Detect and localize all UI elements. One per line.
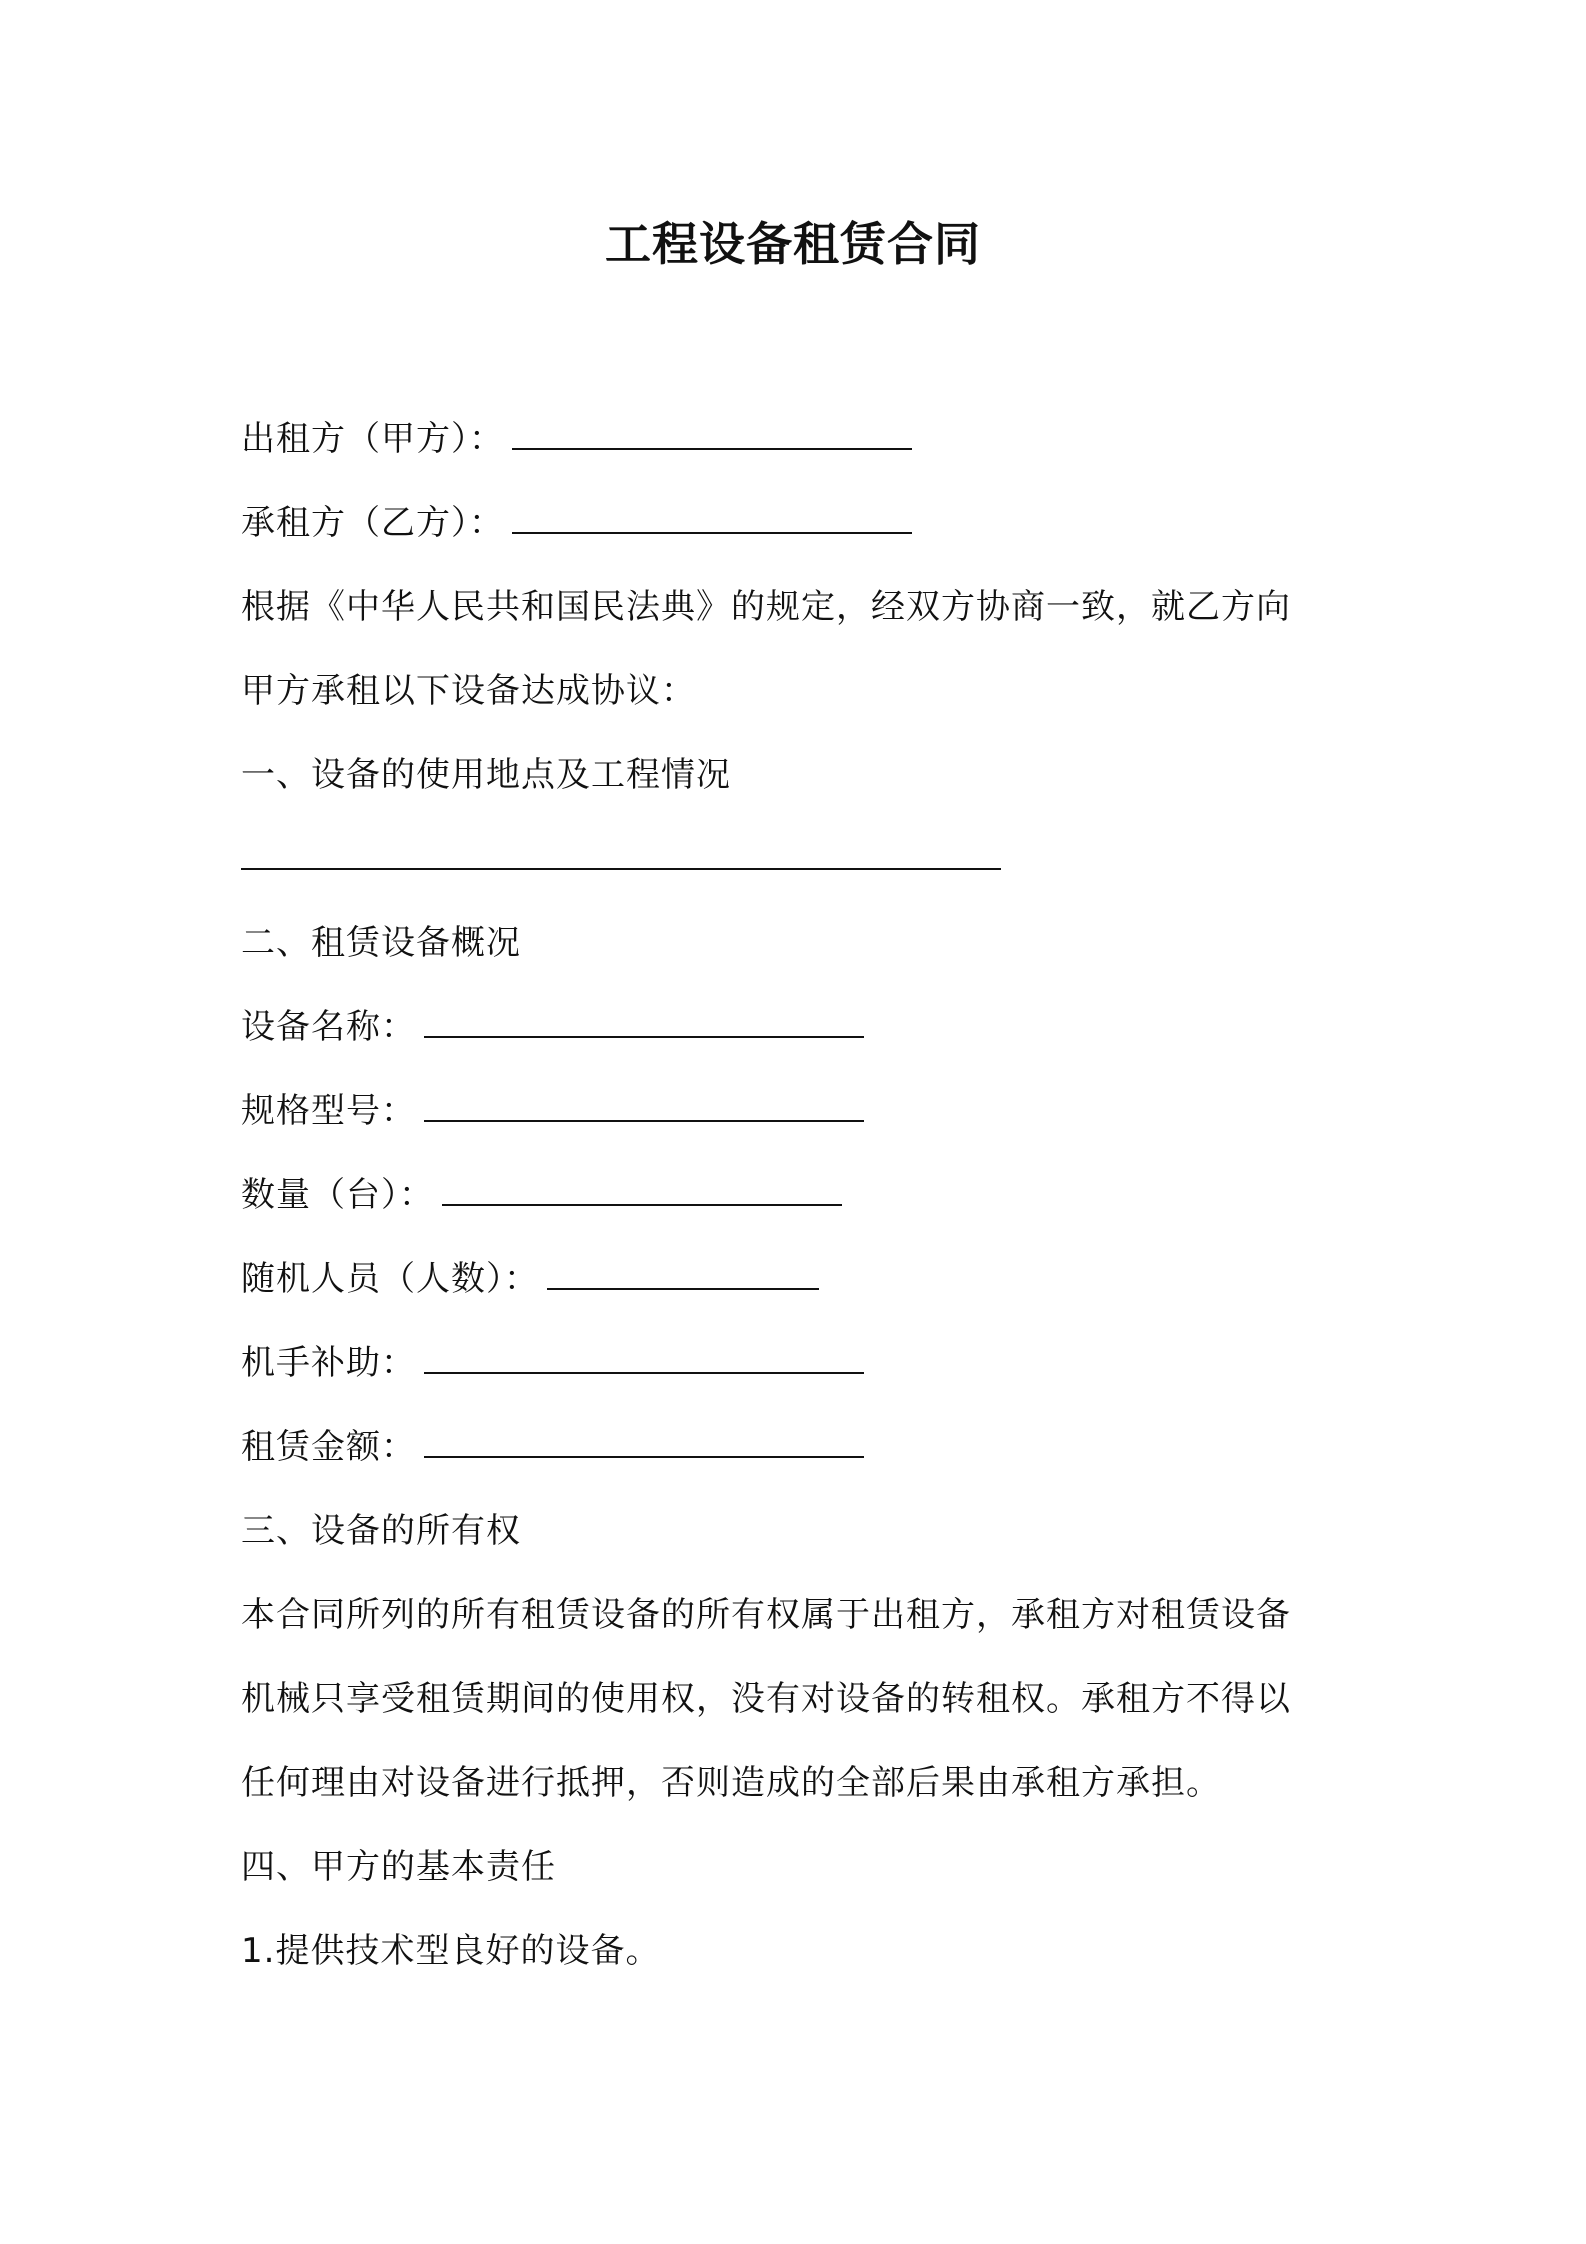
location-blank-field[interactable]	[241, 834, 1001, 870]
lessee-label: 承租方（乙方）：	[241, 503, 504, 543]
model-label: 规格型号：	[241, 1091, 416, 1131]
model-line	[241, 1086, 864, 1136]
rent-amount-blank-field[interactable]	[424, 1422, 864, 1458]
quantity-label: 数量（台）：	[241, 1175, 434, 1215]
equipment-name-blank-field[interactable]	[424, 1002, 864, 1038]
operator-subsidy-label: 机手补助：	[241, 1343, 416, 1383]
intro-text-line1: 根据《中华人民共和国民法典》的规定，经双方协商一致，就乙方向	[241, 587, 1291, 627]
section3-heading: 三、设备的所有权	[241, 1511, 521, 1551]
lessee-line	[241, 498, 912, 548]
staff-line	[241, 1254, 819, 1304]
section3-text-line1: 本合同所列的所有租赁设备的所有权属于出租方，承租方对租赁设备	[241, 1595, 1291, 1635]
lessor-line	[241, 414, 912, 464]
operator-subsidy-blank-field[interactable]	[424, 1338, 864, 1374]
lessor-blank-field[interactable]	[512, 414, 912, 450]
section1-heading: 一、设备的使用地点及工程情况	[241, 755, 731, 795]
lessee-blank-field[interactable]	[512, 498, 912, 534]
model-blank-field[interactable]	[424, 1086, 864, 1122]
lessor-label: 出租方（甲方）：	[241, 419, 504, 459]
intro-text-line2: 甲方承租以下设备达成协议：	[241, 671, 696, 711]
rent-amount-line	[241, 1422, 864, 1472]
equipment-name-line	[241, 1002, 864, 1052]
document-title: 工程设备租赁合同	[605, 217, 981, 271]
rent-amount-label: 租赁金额：	[241, 1427, 416, 1467]
section4-item1: 1.提供技术型良好的设备。	[241, 1931, 661, 1971]
operator-subsidy-line	[241, 1338, 864, 1388]
section2-heading: 二、租赁设备概况	[241, 923, 521, 963]
quantity-line	[241, 1170, 842, 1220]
location-line	[241, 834, 1001, 884]
section3-text-line2: 机械只享受租赁期间的使用权，没有对设备的转租权。承租方不得以	[241, 1679, 1291, 1719]
staff-label: 随机人员（人数）：	[241, 1259, 539, 1299]
section4-heading: 四、甲方的基本责任	[241, 1847, 556, 1887]
staff-blank-field[interactable]	[547, 1254, 819, 1290]
equipment-name-label: 设备名称：	[241, 1007, 416, 1047]
section3-text-line3: 任何理由对设备进行抵押，否则造成的全部后果由承租方承担。	[241, 1763, 1221, 1803]
quantity-blank-field[interactable]	[442, 1170, 842, 1206]
